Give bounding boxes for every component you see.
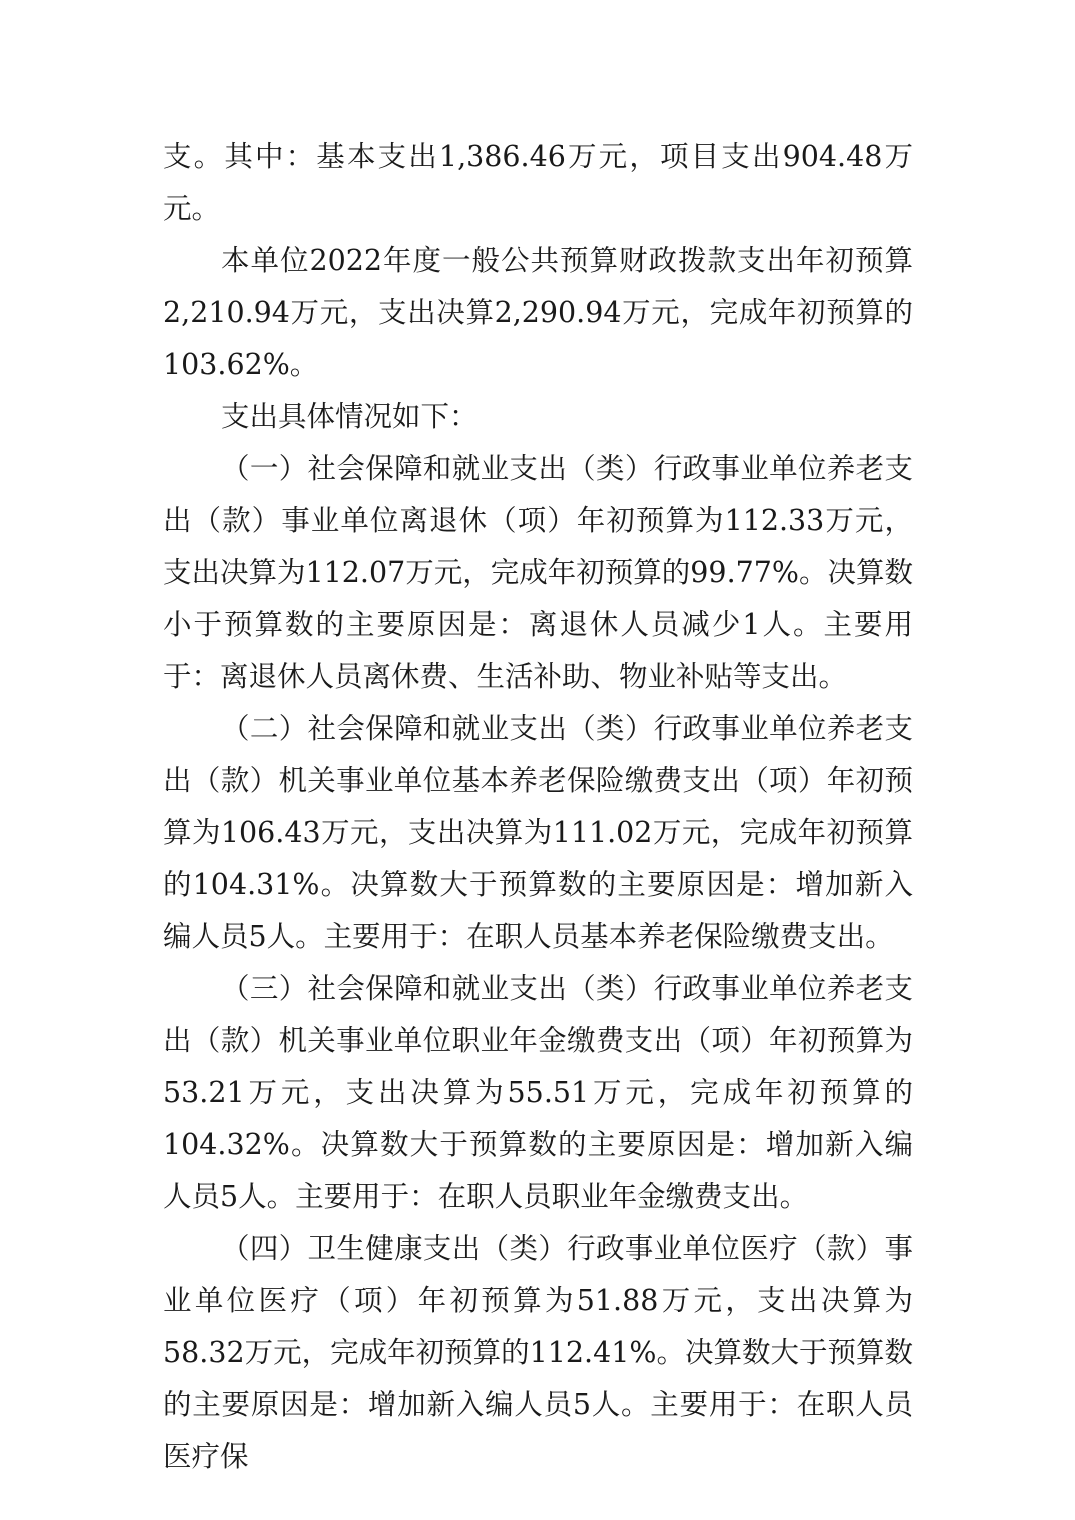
document-body [163, 131, 913, 1483]
paragraph-item-2: （二）社会保障和就业支出（类）行政事业单位养老支出（款）机关事业单位基本养老保险缴费支出（项）年初预算为106.43万元，支出决算为111.02万元，完成年初预算的104.31%。决算数大于预算数的主要原因是：增加新入编人员5人。主要用于：在职人员基本养老保险缴费支出。 [163, 712, 913, 953]
paragraph-item-4: （四）卫生健康支出（类）行政事业单位医疗（款）事业单位医疗（项）年初预算为51.88万元，支出决算为58.32万元，完成年初预算的112.41%。决算数大于预算数的主要原因是：增加新入编人员5人。主要用于：在职人员医疗保 [163, 1232, 913, 1473]
paragraph-item-3: （三）社会保障和就业支出（类）行政事业单位养老支出（款）机关事业单位职业年金缴费支出（项）年初预算为53.21万元，支出决算为55.51万元，完成年初预算的104.32%。决算数大于预算数的主要原因是：增加新入编人员5人。主要用于：在职人员职业年金缴费支出。 [163, 972, 913, 1213]
paragraph-details-intro: 支出具体情况如下： [221, 400, 478, 433]
paragraph-item-1: （一）社会保障和就业支出（类）行政事业单位养老支出（款）事业单位离退休（项）年初预算为112.33万元，支出决算为112.07万元，完成年初预算的99.77%。决算数小于预算数的主要原因是：离退休人员减少1人。主要用于：离退休人员离休费、生活补助、物业补贴等支出。 [163, 452, 913, 693]
paragraph-budget-summary: 本单位2022年度一般公共预算财政拨款支出年初预算2,210.94万元，支出决算2,290.94万元，完成年初预算的103.62%。 [163, 244, 913, 381]
paragraph-continuation: 支。其中：基本支出1,386.46万元，项目支出904.48万元。 [163, 140, 913, 225]
